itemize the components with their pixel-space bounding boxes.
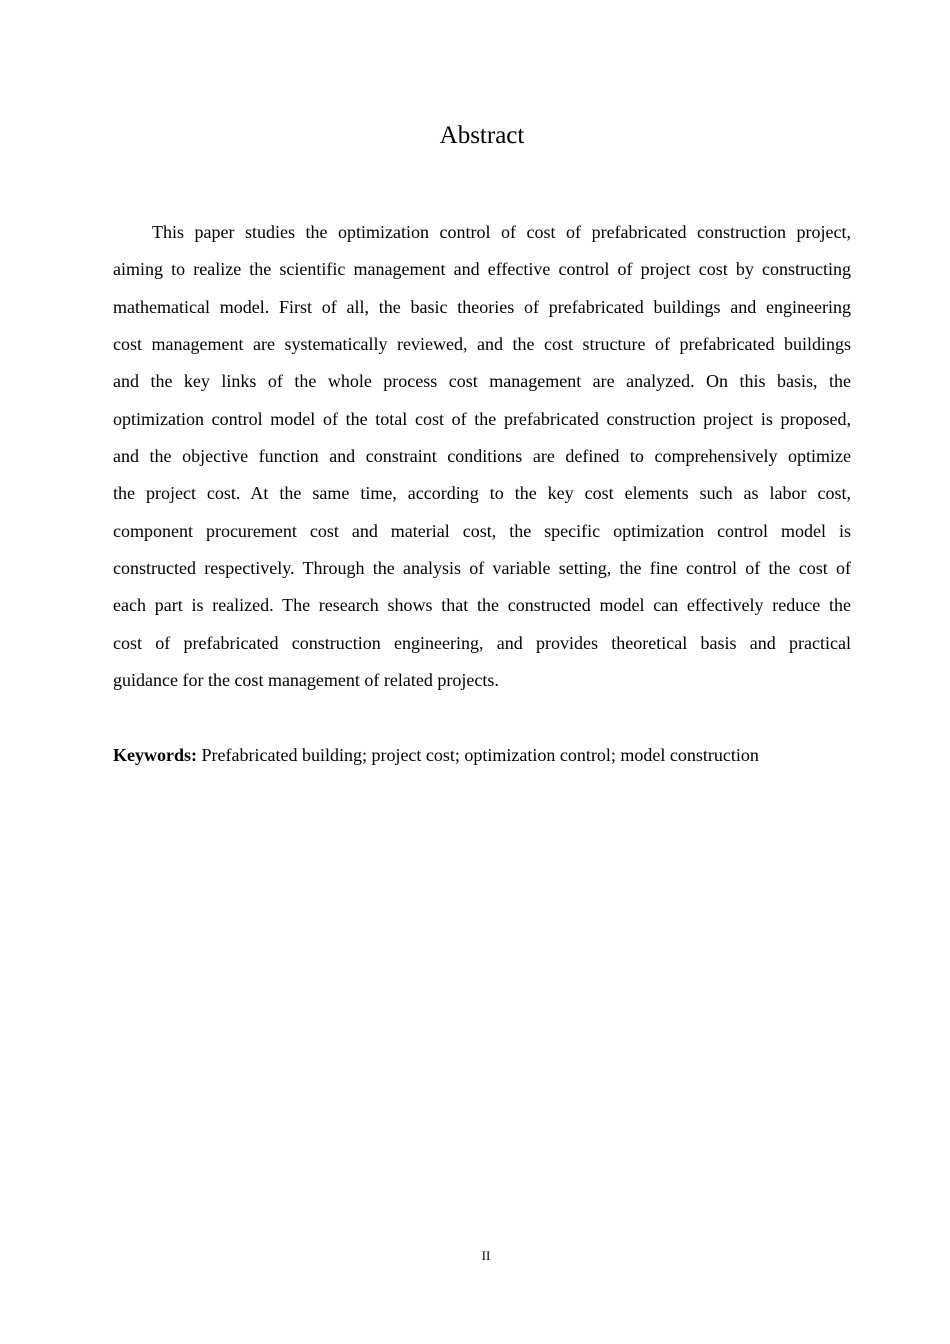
- abstract-line: mathematical model. First of all, the basic theories of prefabricated buildings and engineering: [113, 296, 851, 317]
- abstract-line: cost of prefabricated construction engineering, and provides theoretical basis and practical: [113, 632, 851, 653]
- keywords-label: Keywords:: [113, 745, 197, 765]
- abstract-line: component procurement cost and material cost, the specific optimization control model is: [113, 520, 851, 541]
- abstract-line: and the key links of the whole process cost management are analyzed. On this basis, the: [113, 371, 851, 392]
- abstract-line: cost management are systematically reviewed, and the cost structure of prefabricated buildings: [113, 334, 851, 355]
- abstract-line: the project cost. At the same time, according to the key cost elements such as labor cost,: [113, 483, 851, 504]
- abstract-line: each part is realized. The research shows that the constructed model can effectively reduce the: [113, 595, 851, 616]
- keywords-text: Prefabricated building; project cost; optimization control; model construction: [197, 745, 759, 765]
- abstract-line: aiming to realize the scientific management and effective control of project cost by constructing: [113, 259, 851, 280]
- page-title: Abstract: [439, 122, 525, 149]
- abstract-line: constructed respectively. Through the analysis of variable setting, the fine control of the cost of: [113, 558, 851, 579]
- abstract-line: optimization control model of the total cost of the prefabricated construction project is proposed,: [113, 408, 851, 429]
- abstract-line: and the objective function and constraint conditions are defined to comprehensively optimize: [113, 446, 851, 467]
- abstract-line: guidance for the cost management of related projects.: [113, 670, 499, 691]
- abstract-line: This paper studies the optimization control of cost of prefabricated construction project,: [152, 222, 851, 242]
- keywords: [113, 742, 759, 768]
- abstract-body: [113, 219, 851, 704]
- page-number: II: [481, 1248, 491, 1263]
